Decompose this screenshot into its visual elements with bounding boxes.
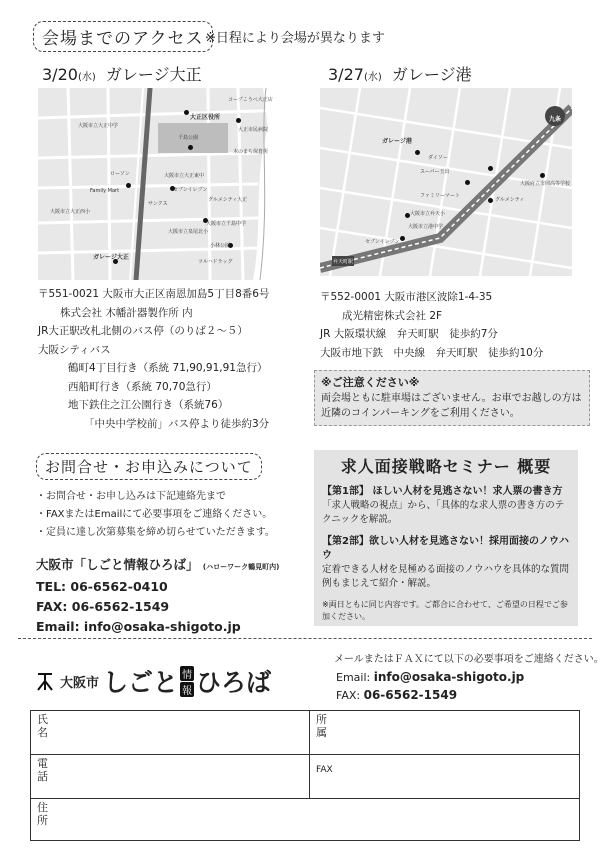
seminar-part2-text: 定着できる人材を見極める面接のノウハウを具体的な質問例もまじえて紹介・解説。 <box>322 564 570 589</box>
venue1-stop: 「中央中学校前」バス停より徒歩約3分 <box>84 417 270 430</box>
seminar-part2-title: 【第2部】欲しい人材を見逃さない！採用面接のノウハウ <box>322 536 569 561</box>
logo-main-2: ひろば <box>196 668 272 697</box>
map2-label: 大阪市立港中学 <box>408 224 444 230</box>
access-heading: 会場までのアクセス <box>33 21 213 52</box>
venue2-info <box>320 288 543 362</box>
footer-fax: 06-6562-1549 <box>363 688 458 702</box>
logo-badge-1: 情 <box>180 666 194 681</box>
inquiry-list <box>36 488 275 542</box>
inquiry-item: ・定員に達し次第募集を締め切らせていただきます。 <box>36 527 275 538</box>
inquiry-heading: お問合せ・お申込みについて <box>36 453 262 480</box>
venue-note: ※日程により会場が異なります <box>205 31 385 46</box>
map1-label: サンクス <box>148 201 168 207</box>
footer-email-label: Email: <box>336 671 371 684</box>
map1-label: 大阪市立千島中学 <box>206 221 247 227</box>
contact-email[interactable]: Email: info@osaka-shigoto.jp <box>36 619 241 634</box>
venue1-weekday: (水) <box>77 72 96 83</box>
form-name-label: 氏名 <box>37 713 48 739</box>
venue1-map-graphic <box>38 88 291 280</box>
footer-fax-row <box>336 688 457 702</box>
form-address-cell[interactable] <box>31 799 580 841</box>
form-fax-cell[interactable] <box>310 755 580 799</box>
map1-label: コープこうべ大正店 <box>228 97 273 103</box>
footer-email-row <box>336 670 524 684</box>
venue1-bus1: 鶴町4丁目行き（系統 71,90,91,91急行） <box>68 362 268 374</box>
map1-label: 木のまち保育所 <box>233 149 269 155</box>
venue1-line2: 大阪シティバス <box>38 343 111 356</box>
form-affiliation-label: 所属 <box>316 713 327 739</box>
form-name-cell[interactable] <box>31 711 310 755</box>
footer-fax-label: FAX: <box>336 689 361 702</box>
map2-label: セブンイレブン <box>365 239 400 245</box>
map1-label: 大正区役所 <box>190 114 221 121</box>
map2-label: 大阪府立市岡高等学校 <box>520 181 571 187</box>
seminar-title: 求人面接戦略セミナー 概要 <box>340 457 552 476</box>
venue1-info <box>38 285 269 433</box>
form-affiliation-cell[interactable] <box>310 711 580 755</box>
map2-label: スーパー玉出 <box>420 169 450 175</box>
map2-label: 九条 <box>549 116 562 123</box>
contact-fax: FAX: 06-6562-1549 <box>36 599 170 614</box>
venue2-title <box>328 62 472 85</box>
venue2-address: 〒552-0001 大阪市港区波除1-4-35 <box>320 291 493 303</box>
map2-label: 大阪市立弁天小 <box>410 211 446 217</box>
venue2-line1: JR 大阪環状線 弁天町駅 徒歩約7分 <box>320 328 498 340</box>
cut-line <box>18 638 592 639</box>
caution-title: ※ご注意ください※ <box>321 376 420 389</box>
map2-label: ガレージ港 <box>382 138 412 145</box>
map2-label: ダイソー <box>428 155 448 161</box>
seminar-part1-text: 「求人戦略の視点」から、「具体的な求人票の書き方のテクニックを解説。 <box>322 500 565 525</box>
venue1-name: ガレージ大正 <box>105 65 202 84</box>
contact-tel: TEL: 06-6562-0410 <box>36 579 168 594</box>
map1-label: 小林公園 <box>210 243 231 249</box>
caution-text: 両会場ともに駐車場はございません。お車でお越しの方は近隣のコインパーキングをご利用ください。 <box>321 393 582 419</box>
map1-label: 大阪市立大正西小 <box>50 209 91 215</box>
map1-label: 千島公園 <box>178 135 199 141</box>
venue2-company: 成光精密株式会社 2F <box>342 309 443 322</box>
form-phone-cell[interactable] <box>31 755 310 799</box>
map1-label: セブンイレブン <box>173 187 208 193</box>
form-fax-label: FAX <box>316 765 333 775</box>
venue1-company: 株式会社 木幡計器製作所 内 <box>60 306 193 319</box>
logo-city: 大阪市 <box>60 675 100 691</box>
map2-label: グルメシティ <box>495 197 525 203</box>
inquiry-item: ・お問合せ・お申し込みは下記連絡先まで <box>36 491 226 502</box>
contact-org <box>36 555 279 637</box>
seminar-footnote: ※両日ともに同じ内容です。ご都合に合わせて、ご希望の日程でご参加ください。 <box>322 600 568 621</box>
form-address-label: 住所 <box>37 801 48 827</box>
map1-label: 大阪市立大正東中 <box>164 173 205 179</box>
seminar-part1-title: 【第1部】 ほしい人材を見逃さない！求人票の書き方 <box>322 486 563 497</box>
city-emblem-icon <box>36 671 54 691</box>
logo-main-1: しごと <box>103 668 179 697</box>
map1-label: グルメシティ大正 <box>208 197 248 203</box>
venue2-date: 3/27 <box>328 65 364 84</box>
venue1-map <box>38 88 291 280</box>
venue1-date: 3/20 <box>42 65 78 84</box>
map2-label: 弁天町駅 <box>333 259 354 265</box>
map1-label: 大阪市立泉尾北小 <box>168 229 209 235</box>
footer-email[interactable]: info@osaka-shigoto.jp <box>373 670 525 684</box>
footer-instruction: メールまたはＦＡＸにて以下の必要事項をご連絡ください。 <box>334 654 604 665</box>
map1-label: 大正市民病院 <box>238 127 269 133</box>
venue1-bus2: 西船町行き（系統 70,70急行） <box>68 380 217 393</box>
venue2-weekday: (水) <box>363 72 382 83</box>
map1-label: ガレージ大正 <box>93 254 129 261</box>
logo <box>36 664 271 698</box>
org-sub: (ハローワーク鶴見町内) <box>202 563 280 571</box>
map1-label: 大阪市立大正中学 <box>78 123 119 129</box>
map1-label: ツルハドラッグ <box>198 259 233 265</box>
venue2-line2: 大阪市地下鉄 中央線 弁天町駅 徒歩約10分 <box>320 346 544 359</box>
org-name: 大阪市「しごと情報ひろば」 <box>36 557 199 572</box>
map1-label: ローソン <box>110 171 130 177</box>
venue2-map <box>320 88 572 276</box>
venue1-line1: JR大正駅改札北側のバス停（のりば２〜５） <box>38 325 248 337</box>
venue1-title <box>42 62 202 85</box>
seminar-box <box>314 450 578 626</box>
logo-badge-2: 報 <box>180 682 194 697</box>
venue1-bus3: 地下鉄住之江公園行き（系統76） <box>68 399 229 411</box>
form-phone-label: 電話 <box>37 757 48 783</box>
venue2-name: ガレージ港 <box>391 65 472 84</box>
application-form <box>30 710 580 841</box>
logo-badge <box>180 666 194 697</box>
map1-label: Family Mart <box>90 188 120 194</box>
caution-box <box>314 370 590 426</box>
map2-label: ファミリーマート <box>420 193 460 199</box>
venue1-address: 〒551-0021 大阪市大正区南恩加島5丁目8番6号 <box>38 288 270 300</box>
inquiry-item: ・FAXまたはEmailにて必要事項をご連絡ください。 <box>36 509 273 520</box>
